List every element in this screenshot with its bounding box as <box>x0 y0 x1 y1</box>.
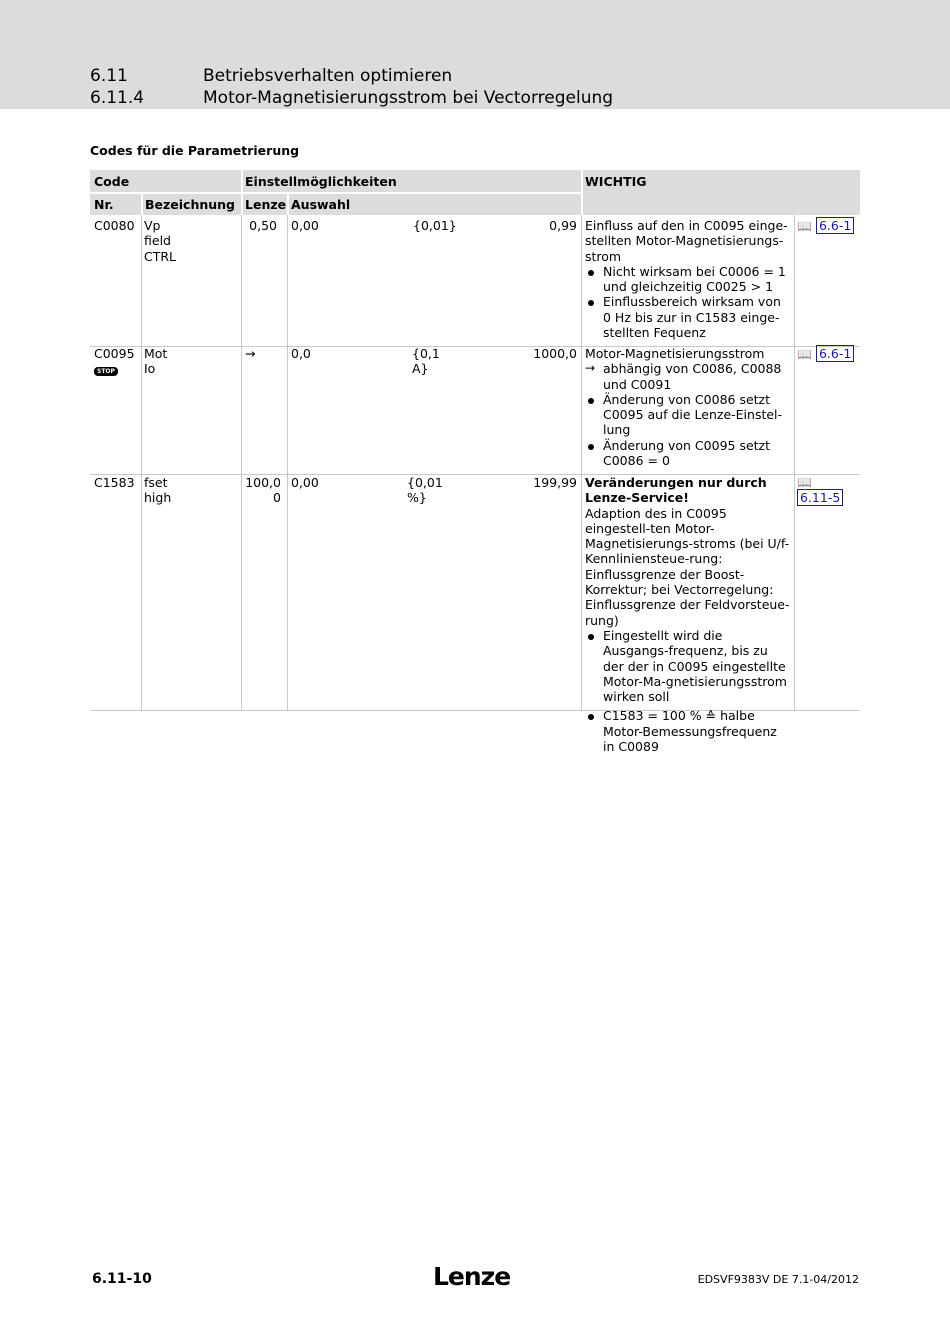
row2-min: 0,0 <box>291 346 311 361</box>
row1-bullet-1: Nicht wirksam bei C0006 = 1 und gleichzeitig C0025 > 1 <box>585 264 791 295</box>
row1-nr: C0080 <box>94 218 135 233</box>
row2-wichtig-intro: Motor-Magnetisierungsstrom <box>585 346 765 361</box>
row3-wichtig-bold: Veränderungen nur durch Lenze-Service! <box>585 475 767 506</box>
row3-min: 0,00 <box>291 475 319 490</box>
book-icon: 📖 <box>797 347 812 361</box>
header-band <box>0 0 950 109</box>
book-icon: 📖 <box>797 475 812 489</box>
document-id: EDSVF9383V DE 7.1-04/2012 <box>697 1273 859 1286</box>
row2-arrow-item: → abhängig von C0086, C0088 und C0091 <box>585 361 791 392</box>
stop-badge: STOP <box>94 367 118 376</box>
lenze-logo: Lenze <box>433 1262 511 1291</box>
row2-bullet-2: Änderung von C0095 setzt C0086 = 0 <box>585 438 791 469</box>
header-line-1 <box>90 66 452 86</box>
row1-step: {0,01} <box>413 218 457 233</box>
row2-step: {0,1 A} <box>412 346 440 377</box>
row1-min: 0,00 <box>291 218 319 233</box>
section-number: 6.11.4 <box>90 88 145 108</box>
row3-bezeichnung: fset high <box>144 475 172 506</box>
chapter-number: 6.11 <box>90 66 128 86</box>
codes-heading: Codes für die Parametrierung <box>90 143 300 158</box>
book-icon: 📖 <box>797 219 812 233</box>
header-nr: Nr. <box>90 193 141 215</box>
page-number: 6.11-10 <box>92 1271 152 1287</box>
row2-nr-cell <box>94 346 135 377</box>
header-line-2 <box>90 88 613 108</box>
row2-bezeichnung: Mot Io <box>144 346 168 377</box>
row1-wichtig <box>585 218 791 340</box>
row1-bezeichnung: Vp field CTRL <box>144 218 177 264</box>
row2-ref-link[interactable]: 6.6-1 <box>816 345 854 362</box>
row2-reference[interactable] <box>797 346 854 362</box>
header-auswahl: Auswahl <box>287 193 581 215</box>
row2-max: 1000,0 <box>533 346 577 361</box>
row1-wichtig-intro: Einfluss auf den in C0095 einge-stellten Motor-Magnetisierungs-strom <box>585 218 788 264</box>
row3-wichtig-intro: Adaption des in C0095 eingestell-ten Motor-Magnetisierungs-stroms (bei U/f-Kennliniensteue-rung: Einflussgrenze der Boost-Korrektur; bei Vectorregelung: Einflussgrenze der Feldvorsteue-rung) <box>585 505 790 628</box>
row3-bullet-2: C1583 = 100 % ≙ halbe Motor-Bemessungsfrequenz in C0089 <box>585 708 791 754</box>
row3-nr: C1583 <box>94 475 135 490</box>
header-einstell: Einstellmöglichkeiten <box>241 170 581 193</box>
section-title: Motor-Magnetisierungsstrom bei Vectorregelung <box>203 88 614 108</box>
header-code: Code <box>90 170 241 193</box>
row3-max: 199,99 <box>533 475 577 490</box>
header-wichtig: WICHTIG <box>581 170 860 215</box>
row3-step: {0,01 %} <box>407 475 443 506</box>
row3-bullet-1: Eingestellt wird die Ausgangs-frequenz, bis zu der der in C0095 eingestellte Motor-Ma-gnetisierungsstrom wirken soll <box>585 628 791 704</box>
row2-wichtig <box>585 346 791 468</box>
row1-ref-link[interactable]: 6.6-1 <box>816 217 854 234</box>
row3-ref-link[interactable]: 6.11-5 <box>797 489 843 506</box>
chapter-title: Betriebsverhalten optimieren <box>203 66 453 86</box>
row3-reference[interactable] <box>797 475 843 506</box>
row1-max: 0,99 <box>549 218 577 233</box>
row2-nr: C0095 <box>94 346 135 361</box>
row3-wichtig <box>585 475 791 754</box>
row1-bullet-2: Einflussbereich wirksam von 0 Hz bis zur in C1583 einge-stellten Fequenz <box>585 294 791 340</box>
row2-bullet-1: Änderung von C0086 setzt C0095 auf die Lenze-Einstel-lung <box>585 392 791 438</box>
row2-lenze: → <box>245 346 256 361</box>
row1-lenze: 0,50 <box>249 218 277 233</box>
row3-lenze: 100,00 <box>245 475 281 506</box>
row1-reference[interactable] <box>797 218 854 234</box>
header-bezeichnung: Bezeichnung <box>141 193 241 215</box>
header-lenze: Lenze <box>241 193 287 215</box>
